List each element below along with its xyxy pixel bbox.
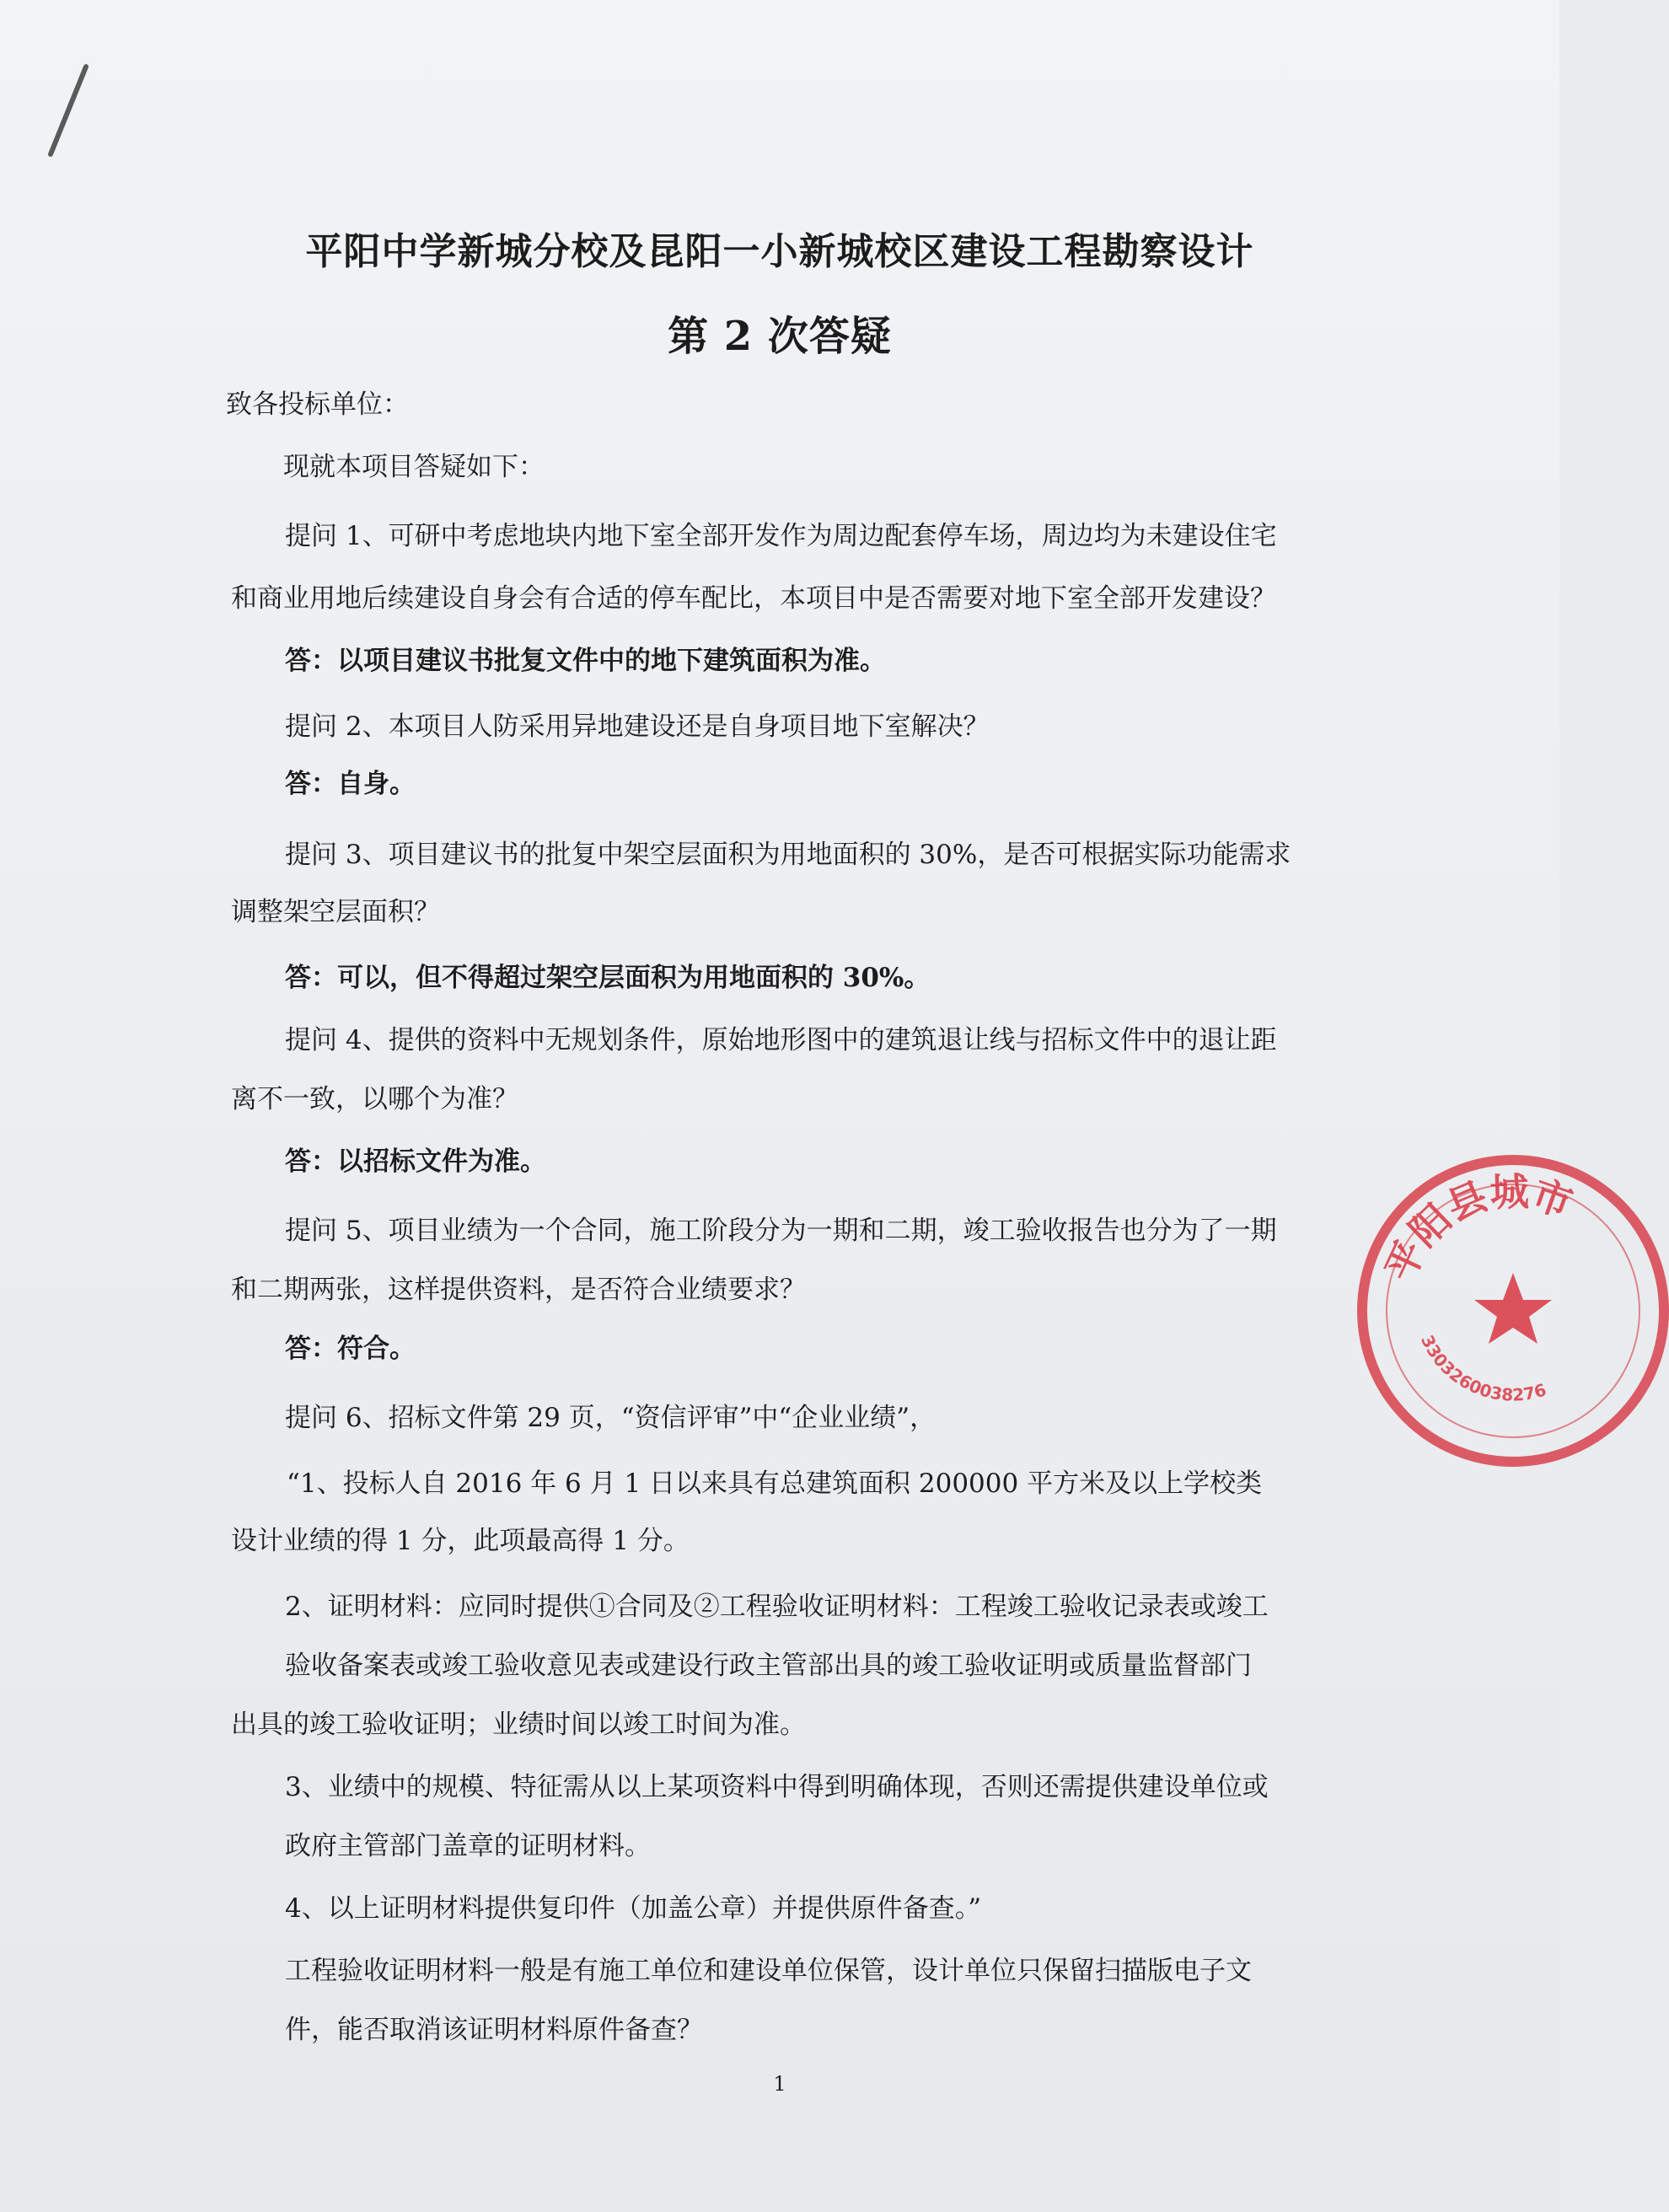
document-title: 平阳中学新城分校及昆阳一小新城校区建设工程勘察设计 <box>305 230 1254 273</box>
svg-text:平阳县城市 <box>1377 1168 1578 1287</box>
question-6-line-10: 工程验收证明材料一般是有施工单位和建设单位保管，设计单位只保留扫描版电子文 <box>285 1956 1252 1986</box>
question-4-line-2: 离不一致，以哪个为准？ <box>231 1084 518 1114</box>
question-2: 提问 2、本项目人防采用异地建设还是自身项目地下室解决？ <box>285 711 990 742</box>
question-6-line-9: 4、以上证明材料提供复印件（加盖公章）并提供原件备查。” <box>285 1893 982 1924</box>
question-1-line-2: 和商业用地后续建设自身会有合适的停车配比，本项目中是否需要对地下室全部开发建设？ <box>231 583 1276 614</box>
question-6-line-11: 件，能否取消该证明材料原件备查？ <box>285 2015 703 2045</box>
question-6-line-5: 验收备案表或竣工验收意见表或建设行政主管部出具的竣工验收证明或质量监督部门 <box>285 1651 1252 1681</box>
question-6-line-1: 提问 6、招标文件第 29 页，“资信评审”中“企业业绩”， <box>285 1403 936 1433</box>
answer-1: 答：以项目建议书批复文件中的地下建筑面积为准。 <box>285 646 886 676</box>
question-1-line-1: 提问 1、可研中考虑地块内地下室全部开发作为周边配套停车场，周边均为未建设住宅 <box>285 521 1277 551</box>
question-3-line-1: 提问 3、项目建议书的批复中架空层面积为用地面积的 30%，是否可根据实际功能需求 <box>285 840 1291 870</box>
question-5-line-2: 和二期两张，这样提供资料，是否符合业绩要求？ <box>231 1275 806 1305</box>
seal-star-icon <box>1474 1273 1552 1344</box>
question-6-line-8: 政府主管部门盖章的证明材料。 <box>285 1831 651 1861</box>
seal-text: 平阳县城市 <box>1376 1168 1579 1288</box>
official-seal-stamp <box>1357 1155 1669 1467</box>
question-5-line-1: 提问 5、项目业绩为一个合同，施工阶段分为一期和二期，竣工验收报告也分为了一期 <box>285 1216 1277 1246</box>
answer-5: 答：符合。 <box>285 1334 416 1364</box>
answer-2: 答：自身。 <box>285 769 416 799</box>
question-4-line-1: 提问 4、提供的资料中无规划条件，原始地形图中的建筑退让线与招标文件中的退让距 <box>285 1025 1277 1055</box>
question-6-line-7: 3、业绩中的规模、特征需从以上某项资料中得到明确体现，否则还需提供建设单位或 <box>285 1772 1269 1802</box>
seal-number: 3303260038276 <box>1417 1331 1549 1405</box>
answer-4: 答：以招标文件为准。 <box>285 1146 546 1177</box>
pen-mark <box>47 63 89 158</box>
intro: 现就本项目答疑如下： <box>283 452 545 482</box>
page-number: 1 <box>773 2072 786 2096</box>
question-3-line-2: 调整架空层面积？ <box>231 897 440 927</box>
question-6-line-2: “1、投标人自 2016 年 6 月 1 日以来具有总建筑面积 200000 平方米及以上学校类 <box>287 1468 1263 1499</box>
question-6-line-4: 2、证明材料：应同时提供①合同及②工程验收证明材料：工程竣工验收记录表或竣工 <box>285 1592 1269 1622</box>
question-6-line-3: 设计业绩的得 1 分，此项最高得 1 分。 <box>231 1526 690 1556</box>
greeting: 致各投标单位： <box>226 389 409 420</box>
document-subtitle: 第 2 次答疑 <box>668 313 892 360</box>
svg-text:3303260038276 <box>1417 1332 1548 1405</box>
answer-3: 答：可以，但不得超过架空层面积为用地面积的 30%。 <box>285 963 931 993</box>
question-6-line-6: 出具的竣工验收证明；业绩时间以竣工时间为准。 <box>231 1710 806 1740</box>
